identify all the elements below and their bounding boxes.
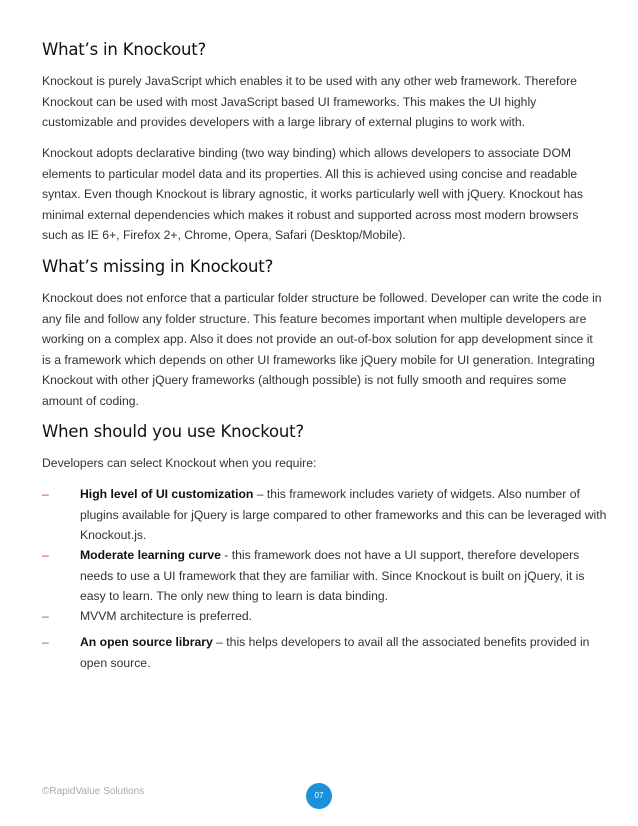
section-heading-whats-missing: What’s missing in Knockout? [42,257,274,276]
section-heading-whats-in: What’s in Knockout? [42,40,207,59]
paragraph-when-to-use-intro: Developers can select Knockout when you require: [42,456,317,470]
list-item-body: MVVM architecture is preferred. [80,609,253,623]
dash-marker: – [42,487,49,501]
list-item-bold: High level of UI customization [80,487,254,501]
list-item-text [80,484,610,546]
paragraph-whats-in-2: Knockout adopts declarative binding (two way binding) which allows developers to associate DOM elements to particular model data and its properties. All this is achieved using concise and readable syntax. Even though Knockout is library agnostic, it works particularly well with jQuery. Knockout has minimal external dependencies which makes it robust and supported across most modern browsers such as IE 6+, Firefox 2+, Chrome, Opera, Safari (Desktop/Mobile). [42,146,584,242]
page-number-badge: 07 [306,783,332,809]
paragraph-whats-missing-1: Knockout does not enforce that a particular folder structure be followed. Developer can write the code in any file and follow any folder structure. This feature becomes important when multiple developers are working on a complex app. Also it does not provide an out-of-box solution for app development since it is a framework which depends on other UI frameworks like jQuery mobile for UI generation. Integrating Knockout with other jQuery frameworks (although possible) is not fully smooth and requires some amount of coding. [42,291,602,408]
list-item-text [80,545,610,607]
section-heading-when-to-use: When should you use Knockout? [42,422,304,441]
list-item-body: – this framework includes variety of widgets. Also number of plugins available for jQuery is large compared to other frameworks and this can be leveraged with Knockout.js. [80,487,607,542]
dash-marker: – [42,609,49,623]
list-item-text [80,606,610,627]
list-item-bold: Moderate learning curve [80,548,221,562]
list-item-bold: An open source library [80,635,213,649]
dash-marker: – [42,548,49,562]
list-item-text [80,632,610,673]
list-item-body: – this helps developers to avail all the associated benefits provided in open source. [80,635,590,670]
paragraph-whats-in-1: Knockout is purely JavaScript which enables it to be used with any other web framework. Therefore Knockout can be used with most JavaScript based UI frameworks. This makes the UI highly customizable and provides developers with a large library of external plugins to work with. [42,74,577,129]
footer-copyright: ©RapidValue Solutions [42,786,145,797]
dash-marker: – [42,635,49,649]
list-item-body: - this framework does not have a UI support, therefore developers needs to use a UI framework that they are familiar with. Since Knockout is built on jQuery, it is easy to learn. The only new thing to learn is data binding. [80,548,585,603]
